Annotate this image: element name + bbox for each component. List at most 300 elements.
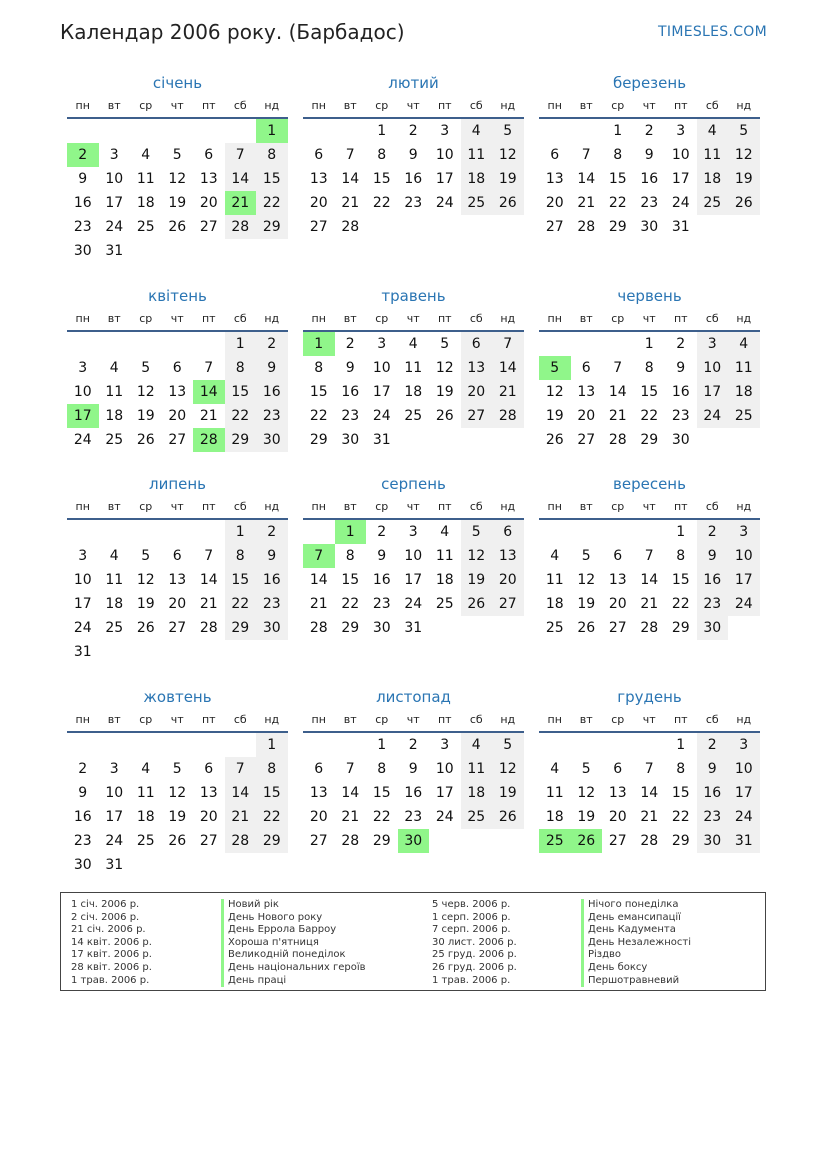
day-grid [303, 332, 524, 452]
empty-cell [571, 520, 603, 544]
day-cell: 19 [492, 781, 524, 805]
day-cell: 24 [404, 596, 423, 612]
day-cell: 22 [608, 195, 627, 211]
legend-holiday-name: Великодній понеділок [221, 949, 366, 962]
day-cell: 24 [73, 432, 92, 448]
day-cell: 23 [256, 592, 288, 616]
holiday-day: 7 [303, 544, 335, 568]
day-cell: 6 [492, 520, 524, 544]
weekday-label: ср [611, 713, 625, 726]
weekday-label: пн [311, 500, 326, 513]
day-cell: 9 [78, 171, 88, 187]
day-cell: 21 [608, 408, 627, 424]
day-cell: 18 [697, 167, 729, 191]
holiday-day: 30 [398, 829, 430, 853]
legend-date: 7 серп. 2006 р. [432, 924, 511, 936]
day-cell: 11 [404, 360, 423, 376]
day-cell: 15 [256, 781, 288, 805]
empty-cell [225, 733, 257, 757]
day-cell: 23 [73, 833, 92, 849]
day-cell: 30 [372, 620, 391, 636]
weekday-label: ср [611, 312, 625, 325]
weekday-label: нд [736, 99, 752, 112]
day-cell: 2 [78, 761, 88, 777]
day-cell: 12 [461, 544, 493, 568]
day-cell: 2 [256, 520, 288, 544]
weekday-label: чт [170, 312, 184, 325]
weekday-label: чт [642, 500, 656, 513]
day-cell: 18 [461, 167, 493, 191]
day-cell: 8 [345, 548, 355, 564]
empty-cell [67, 332, 99, 356]
day-cell: 28 [199, 620, 218, 636]
day-cell: 28 [341, 219, 360, 235]
day-cell: 3 [697, 332, 729, 356]
month-name: лютий [388, 74, 439, 92]
weekday-label: ср [611, 500, 625, 513]
weekday-label: пн [547, 99, 562, 112]
empty-cell [130, 733, 162, 757]
day-cell: 20 [608, 596, 627, 612]
day-cell: 5 [492, 119, 524, 143]
legend-holiday-name: Різдво [581, 949, 691, 962]
weekday-label: нд [736, 713, 752, 726]
day-cell: 30 [341, 432, 360, 448]
month-name: червень [617, 287, 682, 305]
day-cell: 22 [256, 805, 288, 829]
month-name: серпень [381, 475, 446, 493]
day-cell: 21 [640, 809, 659, 825]
day-cell: 10 [105, 785, 124, 801]
month-6 [539, 286, 760, 452]
empty-cell [130, 520, 162, 544]
empty-cell [99, 733, 131, 757]
day-cell: 15 [225, 380, 257, 404]
empty-cell [130, 119, 162, 143]
day-cell: 7 [644, 548, 654, 564]
day-cell: 16 [372, 572, 391, 588]
day-cell: 29 [309, 432, 328, 448]
legend-date: 30 лист. 2006 р. [432, 936, 517, 948]
day-cell: 3 [109, 147, 119, 163]
legend-date: 1 січ. 2006 р. [71, 899, 140, 910]
day-cell: 12 [435, 360, 454, 376]
empty-cell [162, 119, 194, 143]
day-cell: 25 [435, 596, 454, 612]
empty-cell [539, 733, 571, 757]
day-cell: 3 [377, 336, 387, 352]
day-cell: 28 [341, 833, 360, 849]
day-cell: 4 [440, 524, 450, 540]
day-cell: 15 [256, 167, 288, 191]
day-cell: 26 [577, 620, 596, 636]
day-cell: 18 [545, 596, 564, 612]
day-cell: 4 [461, 733, 493, 757]
day-cell: 7 [492, 332, 524, 356]
legend-names-right [581, 899, 691, 987]
day-cell: 13 [199, 171, 218, 187]
legend-date: 28 квіт. 2006 р. [71, 961, 152, 973]
month-4 [67, 286, 288, 452]
weekday-label: сб [705, 99, 719, 112]
day-cell: 10 [105, 171, 124, 187]
day-cell: 14 [341, 785, 360, 801]
day-cell: 22 [225, 404, 257, 428]
weekday-header [303, 310, 524, 330]
day-cell: 11 [136, 785, 155, 801]
holiday-day: 5 [539, 356, 571, 380]
day-cell: 20 [199, 195, 218, 211]
day-cell: 11 [136, 171, 155, 187]
day-cell: 31 [728, 829, 760, 853]
day-grid [539, 520, 760, 640]
weekday-label: вт [107, 500, 121, 513]
holiday-day: 1 [335, 520, 367, 544]
empty-cell [335, 733, 367, 757]
day-cell: 2 [644, 123, 654, 139]
day-cell: 30 [256, 428, 288, 452]
day-cell: 26 [545, 432, 564, 448]
day-cell: 3 [78, 360, 88, 376]
day-cell: 16 [671, 384, 690, 400]
day-cell: 16 [256, 568, 288, 592]
day-cell: 22 [256, 191, 288, 215]
day-cell: 21 [640, 596, 659, 612]
day-cell: 20 [545, 195, 564, 211]
day-cell: 14 [199, 572, 218, 588]
day-cell: 8 [225, 544, 257, 568]
weekday-label: вт [343, 99, 357, 112]
month-name: грудень [617, 688, 682, 706]
day-cell: 27 [199, 219, 218, 235]
weekday-label: чт [406, 713, 420, 726]
day-cell: 4 [408, 336, 418, 352]
day-cell: 12 [545, 384, 564, 400]
day-cell: 23 [697, 805, 729, 829]
day-cell: 4 [728, 332, 760, 356]
day-cell: 23 [73, 219, 92, 235]
day-cell: 29 [225, 428, 257, 452]
weekday-label: сб [469, 312, 483, 325]
empty-cell [335, 119, 367, 143]
day-cell: 30 [640, 219, 659, 235]
day-cell: 12 [168, 785, 187, 801]
weekday-label: пт [437, 99, 452, 112]
site-link[interactable]: TIMESLES.COM [658, 24, 767, 40]
weekday-label: пн [547, 713, 562, 726]
day-cell: 23 [697, 592, 729, 616]
day-cell: 1 [256, 733, 288, 757]
day-cell: 17 [728, 568, 760, 592]
day-cell: 9 [408, 761, 418, 777]
legend-holiday-name: Новий рік [221, 899, 366, 912]
day-cell: 15 [640, 384, 659, 400]
day-cell: 26 [461, 592, 493, 616]
day-cell: 22 [372, 809, 391, 825]
day-cell: 3 [78, 548, 88, 564]
legend-date: 2 січ. 2006 р. [71, 911, 140, 923]
weekday-label: ср [375, 500, 389, 513]
day-cell: 18 [728, 380, 760, 404]
day-cell: 4 [141, 761, 151, 777]
day-cell: 17 [404, 572, 423, 588]
empty-cell [193, 520, 225, 544]
day-cell: 7 [345, 761, 355, 777]
day-cell: 22 [225, 592, 257, 616]
holiday-day: 28 [193, 428, 225, 452]
day-cell: 5 [581, 761, 591, 777]
legend-dates-right [432, 899, 517, 987]
day-cell: 10 [372, 360, 391, 376]
empty-cell [602, 520, 634, 544]
weekday-label: ср [139, 312, 153, 325]
weekday-label: ср [375, 713, 389, 726]
empty-cell [602, 332, 634, 356]
day-cell: 2 [377, 524, 387, 540]
day-cell: 15 [225, 568, 257, 592]
weekday-label: чт [642, 99, 656, 112]
holiday-day: 25 [539, 829, 571, 853]
day-cell: 5 [581, 548, 591, 564]
day-cell: 19 [545, 408, 564, 424]
month-9 [539, 474, 760, 640]
day-grid [539, 119, 760, 239]
day-cell: 19 [435, 384, 454, 400]
day-cell: 6 [314, 761, 324, 777]
day-cell: 29 [256, 215, 288, 239]
legend-date: 5 черв. 2006 р. [432, 899, 511, 910]
weekday-label: нд [264, 312, 280, 325]
month-name: липень [148, 475, 207, 493]
day-cell: 26 [168, 219, 187, 235]
day-cell: 19 [492, 167, 524, 191]
day-cell: 1 [676, 737, 686, 753]
day-cell: 28 [225, 829, 257, 853]
month-name: вересень [613, 475, 686, 493]
day-cell: 15 [671, 785, 690, 801]
day-grid [67, 733, 288, 877]
day-cell: 5 [492, 733, 524, 757]
legend-date: 21 січ. 2006 р. [71, 924, 146, 936]
day-cell: 26 [492, 191, 524, 215]
day-cell: 11 [545, 785, 564, 801]
day-cell: 20 [309, 809, 328, 825]
day-cell: 24 [105, 833, 124, 849]
day-cell: 22 [671, 596, 690, 612]
day-cell: 13 [309, 171, 328, 187]
day-cell: 23 [671, 408, 690, 424]
day-cell: 5 [440, 336, 450, 352]
day-cell: 12 [492, 143, 524, 167]
weekday-label: вт [579, 99, 593, 112]
month-8 [303, 474, 524, 640]
day-cell: 24 [435, 195, 454, 211]
day-cell: 9 [377, 548, 387, 564]
legend-date: 14 квіт. 2006 р. [71, 936, 152, 948]
day-cell: 12 [728, 143, 760, 167]
day-cell: 12 [136, 572, 155, 588]
day-cell: 29 [256, 829, 288, 853]
day-cell: 7 [204, 548, 214, 564]
day-cell: 18 [136, 195, 155, 211]
weekday-header [303, 97, 524, 117]
weekday-label: нд [264, 500, 280, 513]
legend-holiday-name: День праці [221, 975, 366, 988]
day-cell: 9 [256, 356, 288, 380]
weekday-header [303, 498, 524, 518]
day-cell: 13 [199, 785, 218, 801]
weekday-label: нд [500, 99, 516, 112]
day-cell: 14 [640, 572, 659, 588]
day-grid [67, 520, 288, 664]
day-cell: 22 [372, 195, 391, 211]
weekday-label: чт [170, 713, 184, 726]
day-cell: 26 [492, 805, 524, 829]
day-cell: 2 [697, 733, 729, 757]
legend-holiday-name: Першотравневий [581, 975, 691, 988]
day-cell: 5 [172, 761, 182, 777]
month-name: травень [381, 287, 446, 305]
day-cell: 18 [545, 809, 564, 825]
day-cell: 31 [73, 644, 92, 660]
legend-holiday-name: Хороша п'ятниця [221, 937, 366, 950]
month-name: квітень [148, 287, 207, 305]
day-cell: 19 [136, 408, 155, 424]
weekday-label: пн [547, 500, 562, 513]
day-cell: 29 [372, 833, 391, 849]
weekday-label: ср [139, 500, 153, 513]
day-cell: 2 [408, 737, 418, 753]
page-title: Календар 2006 року. (Барбадос) [60, 20, 405, 44]
weekday-label: сб [705, 500, 719, 513]
month-name: листопад [376, 688, 451, 706]
day-cell: 7 [225, 757, 257, 781]
day-cell: 31 [105, 857, 124, 873]
weekday-label: пт [437, 312, 452, 325]
weekday-label: нд [500, 713, 516, 726]
day-cell: 10 [435, 761, 454, 777]
day-cell: 25 [461, 805, 493, 829]
legend-holiday-name: День національних героїв [221, 962, 366, 975]
day-cell: 25 [728, 404, 760, 428]
day-cell: 12 [136, 384, 155, 400]
day-cell: 1 [676, 524, 686, 540]
day-cell: 8 [676, 548, 686, 564]
empty-cell [67, 119, 99, 143]
day-cell: 17 [105, 809, 124, 825]
day-cell: 26 [136, 620, 155, 636]
empty-cell [225, 119, 257, 143]
day-cell: 9 [408, 147, 418, 163]
day-cell: 8 [377, 147, 387, 163]
day-cell: 29 [608, 219, 627, 235]
day-cell: 19 [461, 568, 493, 592]
day-cell: 10 [435, 147, 454, 163]
day-cell: 12 [577, 572, 596, 588]
day-cell: 27 [577, 432, 596, 448]
day-cell: 31 [105, 243, 124, 259]
empty-cell [634, 520, 666, 544]
day-cell: 28 [225, 215, 257, 239]
day-cell: 26 [435, 408, 454, 424]
day-cell: 15 [372, 785, 391, 801]
day-cell: 4 [697, 119, 729, 143]
day-cell: 21 [492, 380, 524, 404]
day-cell: 6 [613, 548, 623, 564]
day-cell: 18 [105, 596, 124, 612]
weekday-label: пн [75, 99, 90, 112]
weekday-label: нд [264, 99, 280, 112]
day-cell: 21 [225, 805, 257, 829]
weekday-label: ср [139, 99, 153, 112]
empty-cell [67, 520, 99, 544]
empty-cell [571, 332, 603, 356]
day-grid [303, 520, 524, 640]
weekday-label: пн [547, 312, 562, 325]
weekday-label: вт [343, 500, 357, 513]
weekday-label: пт [673, 99, 688, 112]
weekday-label: ср [375, 312, 389, 325]
day-cell: 3 [676, 123, 686, 139]
day-cell: 10 [728, 757, 760, 781]
day-cell: 16 [341, 384, 360, 400]
day-cell: 13 [461, 356, 493, 380]
weekday-label: чт [406, 500, 420, 513]
day-cell: 20 [492, 568, 524, 592]
holiday-day: 1 [256, 119, 288, 143]
day-cell: 9 [676, 360, 686, 376]
weekday-label: пт [673, 713, 688, 726]
day-cell: 18 [461, 781, 493, 805]
holiday-day: 17 [67, 404, 99, 428]
empty-cell [539, 520, 571, 544]
day-cell: 31 [372, 432, 391, 448]
day-cell: 5 [728, 119, 760, 143]
empty-cell [162, 520, 194, 544]
day-cell: 22 [341, 596, 360, 612]
weekday-label: вт [107, 99, 121, 112]
day-cell: 22 [671, 809, 690, 825]
day-cell: 30 [256, 616, 288, 640]
day-cell: 22 [640, 408, 659, 424]
weekday-label: пт [201, 312, 216, 325]
legend-holiday-name: День емансипації [581, 912, 691, 925]
day-cell: 15 [671, 572, 690, 588]
weekday-label: пт [201, 500, 216, 513]
day-cell: 6 [172, 548, 182, 564]
day-cell: 13 [608, 785, 627, 801]
weekday-label: ср [375, 99, 389, 112]
weekday-header [539, 711, 760, 731]
day-cell: 10 [73, 572, 92, 588]
day-cell: 12 [168, 171, 187, 187]
day-cell: 23 [640, 195, 659, 211]
day-cell: 16 [73, 195, 92, 211]
day-cell: 27 [309, 833, 328, 849]
weekday-label: сб [233, 500, 247, 513]
day-cell: 25 [697, 191, 729, 215]
day-cell: 4 [550, 548, 560, 564]
holiday-day: 26 [571, 829, 603, 853]
day-cell: 19 [577, 596, 596, 612]
weekday-label: пт [201, 99, 216, 112]
day-cell: 13 [168, 572, 187, 588]
day-cell: 11 [105, 384, 124, 400]
month-5 [303, 286, 524, 452]
weekday-label: сб [705, 312, 719, 325]
day-cell: 14 [492, 356, 524, 380]
day-cell: 8 [256, 143, 288, 167]
